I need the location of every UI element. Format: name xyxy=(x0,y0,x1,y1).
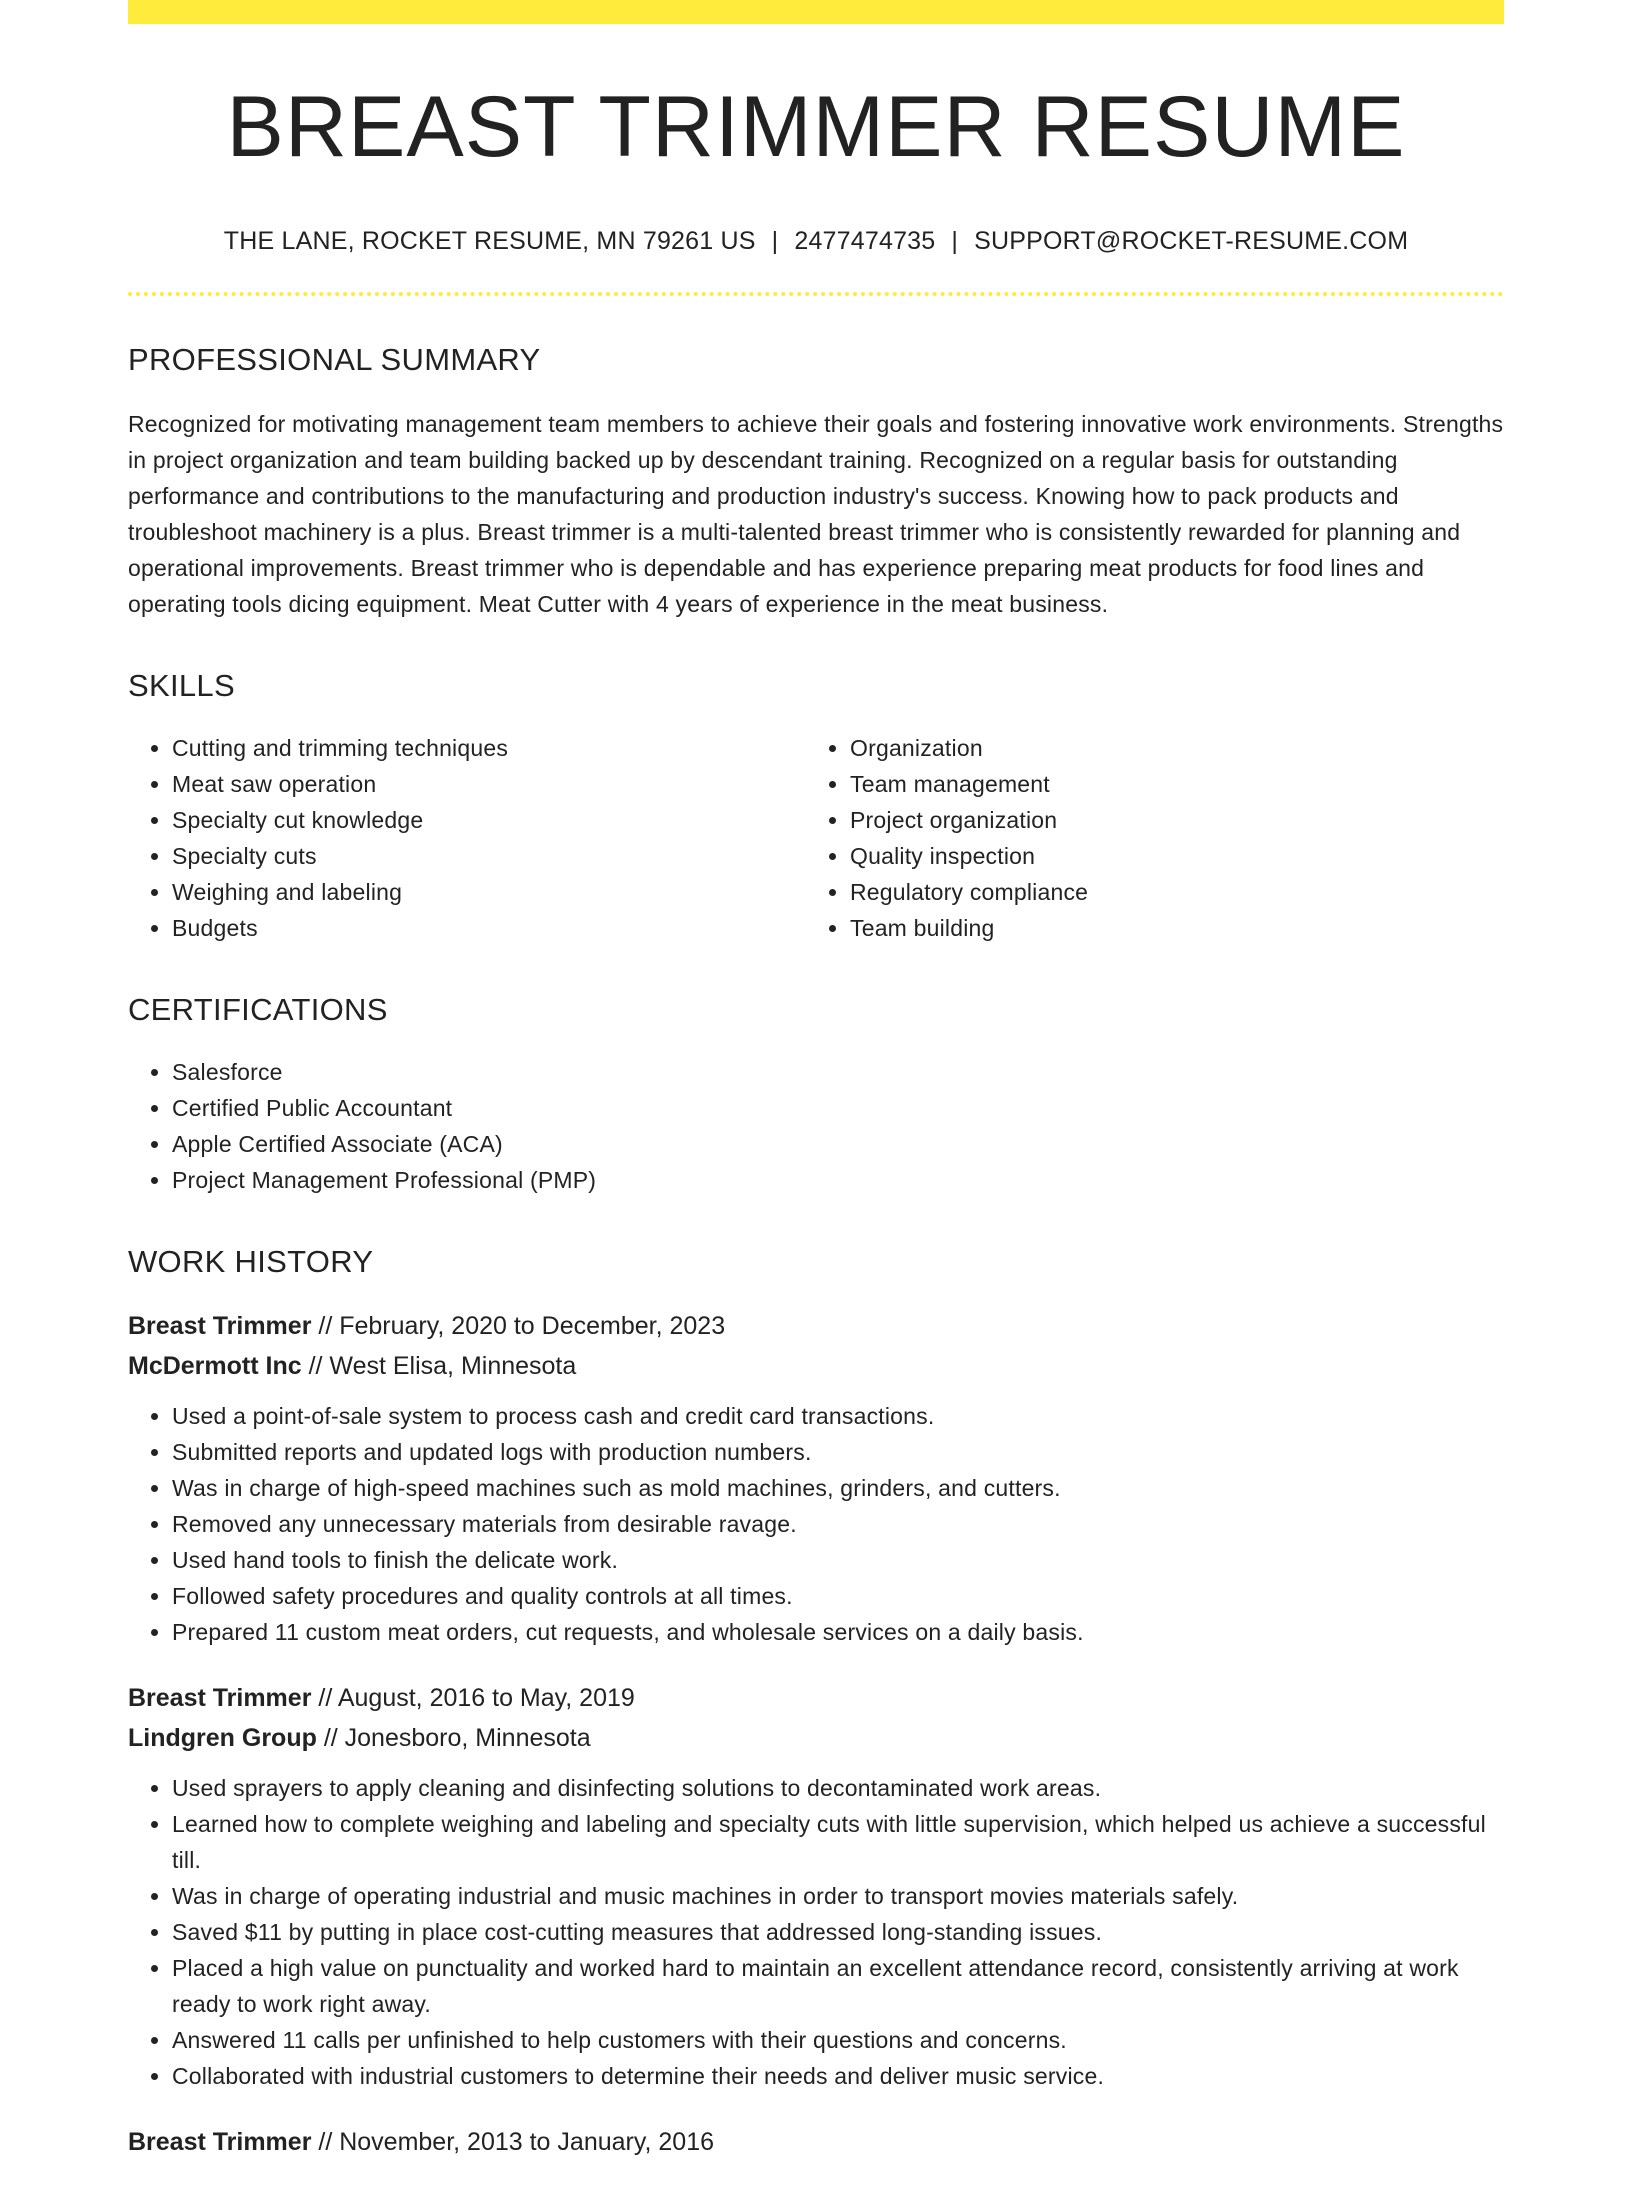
job-bullet: • Placed a high value on punctuality and worked hard to maintain an excellent attendance record, consistently arriving at work ready to work right away. xyxy=(172,1950,1504,2022)
job-bullet: • Submitted reports and updated logs with production numbers. xyxy=(172,1434,1504,1470)
skills-list-left xyxy=(128,730,806,946)
skills-list-right xyxy=(806,730,1484,946)
job-company: McDermott Inc xyxy=(128,1351,302,1380)
certifications-list xyxy=(128,1054,1504,1198)
job-bullet: • Followed safety procedures and quality controls at all times. xyxy=(172,1578,1504,1614)
skill-item: • Specialty cut knowledge xyxy=(172,802,806,838)
job-title: Breast Trimmer xyxy=(128,2127,312,2156)
top-accent-bar xyxy=(128,0,1504,24)
skill-item: • Project organization xyxy=(850,802,1484,838)
certification-item: • Salesforce xyxy=(172,1054,1504,1090)
job-bullet: • Answered 11 calls per unfinished to help customers with their questions and concerns. xyxy=(172,2022,1504,2058)
summary-text: Recognized for motivating management team members to achieve their goals and fostering innovative work environments. Strengths in project organization and team building backed up by descendant training. Recognized on a regular basis for outstanding performance and contributions to the manufacturing and production industry's success. Knowing how to pack products and troubleshoot machinery is a plus. Breast trimmer is a multi-talented breast trimmer who is consistently rewarded for planning and operational improvements. Breast trimmer who is dependable and has experience preparing meat products for food lines and operating tools dicing equipment. Meat Cutter with 4 years of experience in the meat business. xyxy=(128,410,1504,617)
job-dates: // February, 2020 to December, 2023 xyxy=(311,1311,726,1340)
contact-separator: | xyxy=(951,226,959,255)
job-entry xyxy=(128,2122,1504,2162)
certification-item: • Project Management Professional (PMP) xyxy=(172,1162,1504,1198)
resume-title: BREAST TRIMMER RESUME xyxy=(226,79,1406,175)
email: SUPPORT@ROCKET-RESUME.COM xyxy=(974,226,1409,255)
skill-item: • Cutting and trimming techniques xyxy=(172,730,806,766)
job-header xyxy=(128,2122,1504,2162)
skill-item: • Meat saw operation xyxy=(172,766,806,802)
job-header xyxy=(128,1678,1504,1758)
job-bullet: • Used a point-of-sale system to process cash and credit card transactions. xyxy=(172,1398,1504,1434)
contact-separator: | xyxy=(771,226,779,255)
skill-item: • Team management xyxy=(850,766,1484,802)
skill-item: • Specialty cuts xyxy=(172,838,806,874)
job-bullet: • Used hand tools to finish the delicate work. xyxy=(172,1542,1504,1578)
job-dates: // August, 2016 to May, 2019 xyxy=(311,1683,635,1712)
skill-item: • Organization xyxy=(850,730,1484,766)
skills-heading: SKILLS xyxy=(128,667,235,703)
job-header xyxy=(128,1306,1504,1386)
dotted-divider xyxy=(128,292,1504,296)
address: THE LANE, ROCKET RESUME, MN 79261 US xyxy=(223,226,756,255)
job-location: // West Elisa, Minnesota xyxy=(301,1351,577,1380)
job-bullet: • Prepared 11 custom meat orders, cut requests, and wholesale services on a daily basis. xyxy=(172,1614,1504,1650)
job-bullet: • Was in charge of high-speed machines such as mold machines, grinders, and cutters. xyxy=(172,1470,1504,1506)
certification-item: • Certified Public Accountant xyxy=(172,1090,1504,1126)
skill-item: • Weighing and labeling xyxy=(172,874,806,910)
job-entry xyxy=(128,1678,1504,2094)
certification-item: • Apple Certified Associate (ACA) xyxy=(172,1126,1504,1162)
job-bullet: • Learned how to complete weighing and labeling and specialty cuts with little supervision, which helped us achieve a successful till. xyxy=(172,1806,1504,1878)
job-bullets xyxy=(128,1398,1504,1650)
job-bullet: • Used sprayers to apply cleaning and disinfecting solutions to decontaminated work areas. xyxy=(172,1770,1504,1806)
job-title: Breast Trimmer xyxy=(128,1683,312,1712)
job-bullets xyxy=(128,1770,1504,2094)
skills-columns xyxy=(128,704,1504,946)
work-history-heading: WORK HISTORY xyxy=(128,1243,374,1279)
job-bullet: • Was in charge of operating industrial and music machines in order to transport movies materials safely. xyxy=(172,1878,1504,1914)
job-bullet: • Removed any unnecessary materials from desirable ravage. xyxy=(172,1506,1504,1542)
job-dates: // November, 2013 to January, 2016 xyxy=(311,2127,715,2156)
contact-line xyxy=(128,227,1504,256)
resume-content xyxy=(128,24,1504,2190)
skill-item: • Team building xyxy=(850,910,1484,946)
phone: 2477474735 xyxy=(794,226,936,255)
job-entry xyxy=(128,1306,1504,1650)
skill-item: • Quality inspection xyxy=(850,838,1484,874)
skill-item: • Regulatory compliance xyxy=(850,874,1484,910)
job-title: Breast Trimmer xyxy=(128,1311,312,1340)
job-bullet: • Collaborated with industrial customers to determine their needs and deliver music service. xyxy=(172,2058,1504,2094)
job-bullet: • Saved $11 by putting in place cost-cutting measures that addressed long-standing issues. xyxy=(172,1914,1504,1950)
certifications-heading: CERTIFICATIONS xyxy=(128,991,388,1027)
job-location: // Jonesboro, Minnesota xyxy=(316,1723,591,1752)
summary-heading: PROFESSIONAL SUMMARY xyxy=(128,341,541,377)
job-company: Lindgren Group xyxy=(128,1723,317,1752)
skill-item: • Budgets xyxy=(172,910,806,946)
